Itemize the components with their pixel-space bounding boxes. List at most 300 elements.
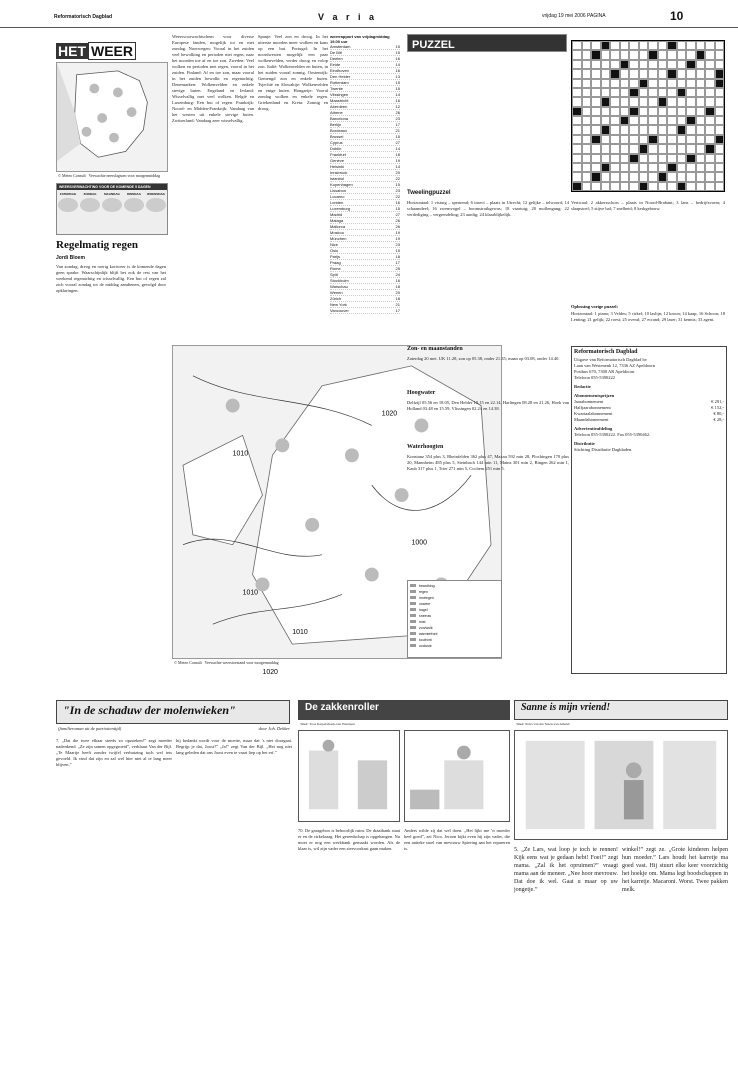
- grid-cell: [572, 163, 582, 172]
- temperature-row: Kopenhagen 15: [330, 182, 400, 187]
- grid-cell: [667, 107, 677, 116]
- grid-cell: [705, 172, 715, 181]
- grid-cell: [715, 60, 725, 69]
- comic2-panel: [514, 730, 728, 840]
- grid-cell: [629, 116, 639, 125]
- grid-cell: [629, 97, 639, 106]
- puzzle-banner: [407, 34, 567, 52]
- weather-legend: [407, 580, 502, 658]
- grid-cell: [591, 135, 601, 144]
- grid-cell: [582, 144, 592, 153]
- temperature-row: Moskou 19: [330, 230, 400, 235]
- grid-cell: [658, 163, 668, 172]
- grid-cell: [572, 107, 582, 116]
- puzzle-title: PUZZEL: [412, 39, 455, 51]
- grid-cell: [601, 79, 611, 88]
- grid-cell: [705, 154, 715, 163]
- grid-cell: [629, 69, 639, 78]
- grid-cell: [639, 88, 649, 97]
- grid-cell: [696, 97, 706, 106]
- grid-cell: [620, 116, 630, 125]
- grid-cell: [686, 60, 696, 69]
- colophon-title: Reformatorisch Dagblad: [574, 349, 638, 355]
- temperature-row: Luxemburg 15: [330, 206, 400, 211]
- temperature-row: Zürich 18: [330, 296, 400, 301]
- grid-cell: [705, 97, 715, 106]
- colophon-postbus: Postbus 670, 7300 AR Apeldoorn: [574, 369, 635, 374]
- temperature-row: Wenen 20: [330, 290, 400, 295]
- temperature-row: Den Helder 13: [330, 74, 400, 79]
- grid-cell: [658, 79, 668, 88]
- sun-moon-text: Zaterdag 20 mei. UK 11.28, zon op 05.38, onder 21.35; maan op 03.08, onder 14.40.: [407, 356, 560, 361]
- grid-cell: [620, 144, 630, 153]
- isobar-label-1: 1010: [232, 450, 249, 458]
- grid-cell: [677, 172, 687, 181]
- grid-cell: [601, 41, 611, 50]
- grid-cell: [696, 125, 706, 134]
- grid-cell: [667, 144, 677, 153]
- temperature-row: Nice 23: [330, 242, 400, 247]
- temperature-row: Genève 19: [330, 158, 400, 163]
- colophon-phone: Telefoon 055-5390222: [574, 375, 616, 380]
- weather-byline: Jordi Bloem: [56, 255, 85, 261]
- grid-cell: [658, 135, 668, 144]
- temperature-row: Athene 26: [330, 110, 400, 115]
- grid-cell: [572, 97, 582, 106]
- grid-cell: [658, 116, 668, 125]
- comic2-title: Sanne is mijn vriend!: [521, 702, 611, 713]
- temperature-row: Dublin 14: [330, 146, 400, 151]
- isobar-label-3: 1010: [242, 589, 259, 597]
- colophon-box: [571, 346, 727, 674]
- grid-cell: [696, 69, 706, 78]
- grid-cell: [677, 69, 687, 78]
- forecast-day: WOENSDAG: [146, 192, 166, 212]
- grid-cell: [658, 60, 668, 69]
- grid-cell: [572, 125, 582, 134]
- grid-cell: [591, 116, 601, 125]
- grid-cell: [582, 97, 592, 106]
- puzzle-solution: Horizontaal: 1 piano; 3 Veldes; 5 cirkel; 10 laslijn; 12 kroon; 14 kaap; 16 Schoon; 18 Lenting; 21 gelijk; 22 roest; 25 overal; 27 ecrand; 29 laser; 31 kennis; 33 agent.: [571, 311, 725, 322]
- grid-cell: [696, 116, 706, 125]
- grid-cell: [667, 154, 677, 163]
- grid-cell: [705, 125, 715, 134]
- colophon-editorial: Redactie: [574, 384, 591, 389]
- temperature-row: Rotterdam 15: [330, 80, 400, 85]
- distribution-title: Distributie: [574, 441, 595, 446]
- grid-cell: [610, 88, 620, 97]
- grid-cell: [639, 97, 649, 106]
- forecast-header: WEERSVERWACHTING VOOR DE KOMENDE 5 DAGEN: [57, 184, 167, 190]
- sun-moon-title: Zon- en maanstanden: [407, 346, 463, 352]
- comic2-text-col2: winkel!” zegt ze. „Grote kinderen helpen hun moeder.” Lars houdt het karretje ma goed vast. Hij stuurt elke keer voorzichtig het hoekje om. Mama legt boodschappen in het karretje. Macaroni. Worst. Twee pakken melk.: [622, 847, 728, 893]
- temperature-row: Aberdeen 12: [330, 104, 400, 109]
- grid-cell: [591, 97, 601, 106]
- page-number: 10: [670, 9, 684, 23]
- temperature-row: Londen 16: [330, 200, 400, 205]
- subscription-title: Abonnementsprijzen: [574, 393, 615, 398]
- grid-cell: [620, 107, 630, 116]
- crossword-grid: [571, 40, 725, 192]
- grid-cell: [677, 107, 687, 116]
- temperature-row: Eelde 14: [330, 62, 400, 67]
- isobar-label-4: 1000: [411, 539, 427, 547]
- grid-cell: [572, 88, 582, 97]
- grid-cell: [639, 107, 649, 116]
- grid-cell: [686, 154, 696, 163]
- comic1-credit: Tekst: Toos Karpershoek-van Westreen: [300, 722, 355, 726]
- grid-cell: [648, 154, 658, 163]
- grid-cell: [677, 135, 687, 144]
- grid-cell: [582, 41, 592, 50]
- grid-cell: [696, 154, 706, 163]
- grid-cell: [686, 125, 696, 134]
- grid-cell: [610, 182, 620, 191]
- grid-cell: [629, 172, 639, 181]
- five-day-forecast: [56, 183, 168, 235]
- grid-cell: [705, 135, 715, 144]
- grid-cell: [658, 172, 668, 181]
- grid-cell: [629, 135, 639, 144]
- temperature-row: Frankfurt 18: [330, 152, 400, 157]
- grid-cell: [591, 88, 601, 97]
- isobar-label-6: 1020: [262, 668, 278, 676]
- grid-cell: [601, 50, 611, 59]
- grid-cell: [705, 50, 715, 59]
- comic2-banner: [514, 700, 728, 720]
- grid-cell: [658, 144, 668, 153]
- grid-cell: [620, 60, 630, 69]
- grid-cell: [620, 79, 630, 88]
- grid-cell: [686, 50, 696, 59]
- grid-cell: [705, 60, 715, 69]
- grid-cell: [658, 88, 668, 97]
- grid-cell: [582, 182, 592, 191]
- grid-cell: [696, 41, 706, 50]
- grid-cell: [696, 163, 706, 172]
- grid-cell: [686, 144, 696, 153]
- top-map-caption: Verwachte neerslagsom voor morgenmiddag: [88, 173, 161, 178]
- grid-cell: [591, 182, 601, 191]
- grid-cell: [601, 172, 611, 181]
- grid-cell: [582, 163, 592, 172]
- advertising-title: Advertentieafdeling: [574, 426, 613, 431]
- grid-cell: [639, 154, 649, 163]
- grid-cell: [601, 69, 611, 78]
- precipitation-map: [56, 62, 168, 172]
- comic1-panel-1: [298, 730, 400, 822]
- temperature-row: Twente 15: [330, 86, 400, 91]
- tide-title: Hoogwater: [407, 390, 436, 396]
- grid-cell: [667, 60, 677, 69]
- grid-cell: [591, 69, 601, 78]
- temperature-row: Mallorca 26: [330, 224, 400, 229]
- grid-cell: [715, 144, 725, 153]
- grid-cell: [696, 144, 706, 153]
- subscription-row: Kwartaalabonnement € 80,-: [574, 411, 724, 416]
- grid-cell: [601, 163, 611, 172]
- grid-cell: [610, 97, 620, 106]
- grid-cell: [667, 163, 677, 172]
- issue-date: vrijdag 19 mei 2006 PAGINA: [542, 13, 606, 19]
- grid-cell: [696, 107, 706, 116]
- grid-cell: [677, 144, 687, 153]
- grid-cell: [715, 41, 725, 50]
- comic2-text-col1: 5. „Ze Lars, wat loop je toch te rennen! Kijk eens wat je gedaan hebt! Foei!” zegt mama. „Zal ik het opruimen?” vraagt mama aan de meneer. „Nee hoor mevrouw. Dat doe ik wel. Gaat u maar op uw jongetje.”: [514, 847, 618, 893]
- forecast-day: MAANDAG: [102, 192, 122, 212]
- page-header: [0, 0, 738, 28]
- grid-cell: [591, 144, 601, 153]
- grid-cell: [582, 69, 592, 78]
- grid-cell: [648, 97, 658, 106]
- grid-cell: [677, 116, 687, 125]
- grid-cell: [667, 172, 677, 181]
- grid-cell: [715, 88, 725, 97]
- publication-name: Reformatorisch Dagblad: [54, 14, 113, 20]
- grid-cell: [705, 107, 715, 116]
- grid-cell: [648, 144, 658, 153]
- grid-cell: [601, 88, 611, 97]
- grid-cell: [667, 135, 677, 144]
- grid-cell: [639, 41, 649, 50]
- grid-cell: [629, 182, 639, 191]
- grid-cell: [610, 60, 620, 69]
- grid-cell: [705, 182, 715, 191]
- grid-cell: [610, 172, 620, 181]
- grid-cell: [639, 135, 649, 144]
- grid-cell: [610, 135, 620, 144]
- grid-cell: [572, 69, 582, 78]
- temperature-row: Istanbul 22: [330, 176, 400, 181]
- grid-cell: [610, 79, 620, 88]
- grid-cell: [620, 135, 630, 144]
- story-text-col2: hij bedankt wordt voor de moeite, maar dat ’s niet doorgaat. Begrijp je dat, Joost?” „Ja!” zegt Van der Bijl. „Het nog niet lang geleden dat ons Joost even te vaart liep op het erf.”: [176, 738, 292, 755]
- grid-cell: [677, 50, 687, 59]
- grid-cell: [677, 41, 687, 50]
- grid-cell: [572, 41, 582, 50]
- grid-cell: [696, 135, 706, 144]
- grid-cell: [677, 163, 687, 172]
- colophon-subtitle: Uitgave van Reformatorisch Dagblad bv: [574, 357, 647, 362]
- grid-cell: [705, 144, 715, 153]
- grid-cell: [572, 50, 582, 59]
- temperature-row: Deelen 16: [330, 56, 400, 61]
- grid-cell: [648, 60, 658, 69]
- temperature-row: Vlissingen 14: [330, 92, 400, 97]
- grid-cell: [591, 107, 601, 116]
- subscription-row: Maandabonnement € 28,-: [574, 417, 724, 422]
- advertising-text: Telefoon 055-5390222. Fax 055-5390462.: [574, 432, 651, 437]
- grid-cell: [610, 116, 620, 125]
- comic1-banner: [298, 700, 510, 720]
- solution-title: Oplossing vorige puzzel:: [571, 304, 618, 309]
- grid-cell: [582, 107, 592, 116]
- grid-cell: [658, 182, 668, 191]
- comic1-panel-2: [404, 730, 510, 822]
- temperature-row: Berlijn 17: [330, 122, 400, 127]
- legend-item: occlusie: [410, 643, 499, 649]
- temperature-row: Madrid 27: [330, 212, 400, 217]
- grid-cell: [658, 97, 668, 106]
- grid-cell: [715, 172, 725, 181]
- temperature-row: Warschau 18: [330, 284, 400, 289]
- grid-cell: [667, 88, 677, 97]
- grid-cell: [601, 107, 611, 116]
- grid-cell: [601, 135, 611, 144]
- grid-cell: [620, 50, 630, 59]
- temperature-table: [330, 34, 400, 334]
- grid-cell: [648, 69, 658, 78]
- grid-cell: [629, 50, 639, 59]
- grid-cell: [620, 88, 630, 97]
- forecast-day: DINSDAG: [124, 192, 144, 212]
- temperature-row: Parijs 18: [330, 254, 400, 259]
- temperature-row: Eindhoven 16: [330, 68, 400, 73]
- grid-cell: [667, 182, 677, 191]
- grid-cell: [601, 182, 611, 191]
- grid-cell: [591, 79, 601, 88]
- grid-cell: [715, 154, 725, 163]
- grid-cell: [629, 60, 639, 69]
- weather-logo-het: HET: [58, 43, 86, 59]
- forecast-day: ZONDAG: [80, 192, 100, 212]
- grid-cell: [677, 88, 687, 97]
- grid-cell: [686, 182, 696, 191]
- comic1-title: De zakkenroller: [305, 702, 379, 713]
- grid-cell: [610, 144, 620, 153]
- forecast-days: [57, 192, 167, 212]
- grid-cell: [715, 125, 725, 134]
- grid-cell: [572, 79, 582, 88]
- grid-cell: [677, 154, 687, 163]
- comic1-text-col2: Anders wilde zij dat wel doen. „Het lijkt me ’n moeder heel goed”, zei Nico. Jeroen kijkt even hij zijn vader, die een antieke stoel van mevrouw Spiering aan het repareren is.: [404, 828, 510, 851]
- grid-cell: [610, 125, 620, 134]
- story-author: door Joh. Dekker: [258, 726, 290, 731]
- grid-cell: [667, 41, 677, 50]
- grid-cell: [715, 69, 725, 78]
- grid-cell: [705, 88, 715, 97]
- grid-cell: [610, 163, 620, 172]
- grid-cell: [696, 172, 706, 181]
- grid-cell: [582, 154, 592, 163]
- grid-cell: [639, 182, 649, 191]
- legend-item: bewolking: [410, 583, 499, 589]
- tide-text: Delfzijl 05.56 en 18.05, Den Helder 10.15 en 22.14, Harlingen 08.28 en 21.26, Hoek van Holland 03.48 en 15.59, Vlissingen 02.24 en 14.38.: [407, 400, 569, 411]
- grid-cell: [601, 116, 611, 125]
- grid-cell: [620, 182, 630, 191]
- grid-cell: [572, 116, 582, 125]
- grid-cell: [686, 79, 696, 88]
- grid-cell: [582, 135, 592, 144]
- grid-cell: [601, 144, 611, 153]
- grid-cell: [677, 79, 687, 88]
- grid-cell: [572, 60, 582, 69]
- grid-cell: [677, 97, 687, 106]
- temperature-row: Helsinki 14: [330, 164, 400, 169]
- grid-cell: [572, 135, 582, 144]
- grid-cell: [658, 107, 668, 116]
- grid-cell: [686, 135, 696, 144]
- subscription-table: [574, 399, 724, 423]
- grid-cell: [610, 50, 620, 59]
- grid-cell: [620, 163, 630, 172]
- grid-cell: [620, 154, 630, 163]
- grid-cell: [591, 154, 601, 163]
- legend-item: motregen: [410, 595, 499, 601]
- grid-cell: [582, 116, 592, 125]
- grid-cell: [677, 60, 687, 69]
- grid-cell: [620, 41, 630, 50]
- grid-cell: [686, 116, 696, 125]
- temperature-row: Lissabon 23: [330, 188, 400, 193]
- grid-cell: [639, 125, 649, 134]
- puzzle-clues-horizontal: Horizontaal: 1 vistuig – speurend; 6 insect – plaats in Utrecht; 12 gelijke – telwoord; 14 schaamdeel; 16 zwemvogel – boomstruikgewas; 18 vaartuig; 20 mollengang; 22 verdediging – vergrendeling; 23 aardig; 24 klaarblijkelijk.: [407, 200, 569, 217]
- grid-cell: [648, 41, 658, 50]
- grid-cell: [582, 125, 592, 134]
- grid-cell: [639, 144, 649, 153]
- temperature-row: Amsterdam 15: [330, 44, 400, 49]
- grid-cell: [572, 172, 582, 181]
- grid-cell: [705, 116, 715, 125]
- grid-cell: [620, 172, 630, 181]
- grid-cell: [582, 79, 592, 88]
- grid-cell: [715, 79, 725, 88]
- grid-cell: [648, 116, 658, 125]
- grid-cell: [677, 182, 687, 191]
- grid-cell: [601, 154, 611, 163]
- puzzle-clues-vertical: Verticaal: 2 akkersschors – plaats in Noord-Brabant; 3 lans – bedrijfsvorm; 4 slaapstoel; 5 stijve bal; 7 snelheid; 8 kerkgebouw.: [571, 200, 725, 211]
- grid-cell: [715, 50, 725, 59]
- grid-cell: [667, 79, 677, 88]
- grid-cell: [610, 69, 620, 78]
- grid-cell: [591, 41, 601, 50]
- comic1-text-col1: 70. De garagebox is behoorlijk ruim. De draaibank staat er en de cirkelzaag. Het gereedschap is opgehangen. Nu moet er nog een werkbank gemaakt worden. Als de klaar is, wil zijn vader een siervoorkast gaan maken.: [298, 828, 400, 851]
- temperature-row: Malaga 26: [330, 218, 400, 223]
- temperature-table-title: weerrapport van vrijdagmiddag 19.00 uur: [330, 34, 390, 44]
- temperature-row: Oslo 15: [330, 248, 400, 253]
- grid-cell: [639, 163, 649, 172]
- grid-cell: [610, 154, 620, 163]
- grid-cell: [601, 125, 611, 134]
- grid-cell: [639, 50, 649, 59]
- grid-cell: [696, 88, 706, 97]
- grid-cell: [715, 116, 725, 125]
- top-map-credit: © Meteo Consult: [58, 173, 86, 178]
- grid-cell: [572, 144, 582, 153]
- grid-cell: [572, 182, 582, 191]
- bottom-map-credit: © Meteo Consult: [174, 660, 202, 665]
- grid-cell: [648, 125, 658, 134]
- legend-item: sneeuw: [410, 613, 499, 619]
- grid-cell: [629, 88, 639, 97]
- europe-forecast-col2: Weersvoorwachtschem voor diverse Europese landen, mogelijk tot en met zondag. Noorwegen: Vooral in het zuiden veel bewolking en perioden met regen, naar het noorden toe af en toe zon. Zweden: Veel wolken en perioden met regen, vooral in het zuiden. Finland: Af en toe zon, maar vooral in het zuiden bewolkt en regenachtig. Denemarken: Wolkenvelden en enkele stevige buien. Engeland en Ierland: Wisselvallig met veel wolken. België en Luxemburg: Een bui of regen. Frankrijk: Noord- en Midden-Frankrijk: Vandaag van het westen uit enkele stevige buien. Zwitserland: Vandaag zeer wisselvallig.: [172, 34, 254, 123]
- grid-cell: [648, 79, 658, 88]
- grid-cell: [648, 50, 658, 59]
- isobar-label-5: 1010: [292, 629, 308, 637]
- grid-cell: [620, 97, 630, 106]
- grid-cell: [686, 163, 696, 172]
- grid-cell: [629, 144, 639, 153]
- weather-logo: [56, 43, 136, 59]
- story-banner: [56, 700, 290, 724]
- grid-cell: [601, 97, 611, 106]
- colophon-address: Laan van Westenenk 12, 7336 AZ Apeldoorn: [574, 363, 656, 368]
- grid-cell: [705, 69, 715, 78]
- grid-cell: [629, 107, 639, 116]
- grid-cell: [601, 60, 611, 69]
- temperature-row: Rome 25: [330, 266, 400, 271]
- grid-cell: [715, 97, 725, 106]
